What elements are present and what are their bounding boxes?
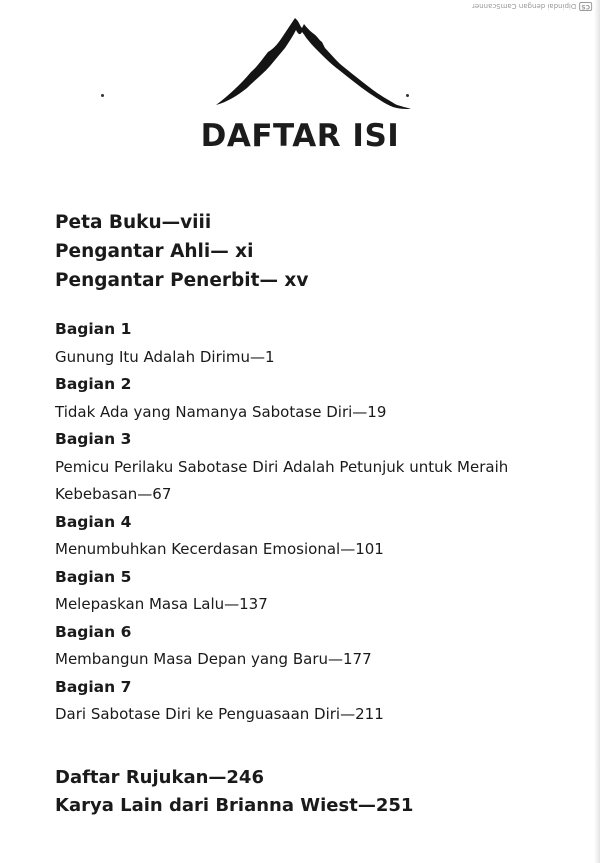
toc-entry-chapter-6[interactable]: Membangun Masa Depan yang Baru—177: [55, 650, 372, 668]
part-heading-6: Bagian 6: [55, 622, 132, 641]
toc-entry-daftar-rujukan[interactable]: Daftar Rujukan—246: [55, 767, 264, 788]
toc-entry-chapter-4[interactable]: Menumbuhkan Kecerdasan Emosional—101: [55, 540, 384, 558]
chapter-list: [55, 316, 585, 729]
part-heading-2: Bagian 2: [55, 375, 132, 393]
back-matter-list: [55, 764, 413, 820]
mountain-silhouette: [216, 18, 411, 109]
decorative-dot: [101, 94, 104, 97]
part-heading-7: Bagian 7: [55, 677, 132, 696]
part-heading-4: Bagian 4: [55, 512, 132, 531]
toc-entry-karya-lain[interactable]: Karya Lain dari Brianna Wiest—251: [55, 795, 414, 816]
camscanner-badge: CS: [581, 3, 590, 10]
toc-entry-chapter-1[interactable]: Gunung Itu Adalah Dirimu—1: [55, 347, 275, 366]
toc-entry-chapter-2[interactable]: Tidak Ada yang Namanya Sabotase Diri—19: [55, 402, 387, 421]
toc-entry-pengantar-ahli[interactable]: Pengantar Ahli— xi: [55, 241, 254, 262]
toc-entry-chapter-3[interactable]: Pemicu Perilaku Sabotase Diri Adalah Petunjuk untuk Meraih: [55, 457, 509, 476]
mountain-icon: [213, 14, 413, 114]
toc-entry-chapter-7[interactable]: Dari Sabotase Diri ke Penguasaan Diri—211: [55, 705, 384, 723]
front-matter-list: [55, 208, 308, 295]
scanner-watermark: [472, 2, 592, 11]
decorative-dot: [406, 94, 409, 97]
part-heading-5: Bagian 5: [55, 567, 132, 586]
part-heading-1: Bagian 1: [55, 320, 132, 338]
toc-entry-peta-buku[interactable]: Peta Buku—viii: [55, 212, 212, 233]
toc-entry-pengantar-penerbit[interactable]: Pengantar Penerbit— xv: [55, 270, 309, 291]
page-title: DAFTAR ISI: [200, 118, 400, 154]
part-heading-3: Bagian 3: [55, 430, 132, 448]
watermark-text: Dipindai dengan CamScanner: [471, 2, 577, 11]
toc-entry-chapter-5[interactable]: Melepaskan Masa Lalu—137: [55, 595, 268, 613]
toc-entry-chapter-3-continued[interactable]: Kebebasan—67: [55, 485, 172, 503]
